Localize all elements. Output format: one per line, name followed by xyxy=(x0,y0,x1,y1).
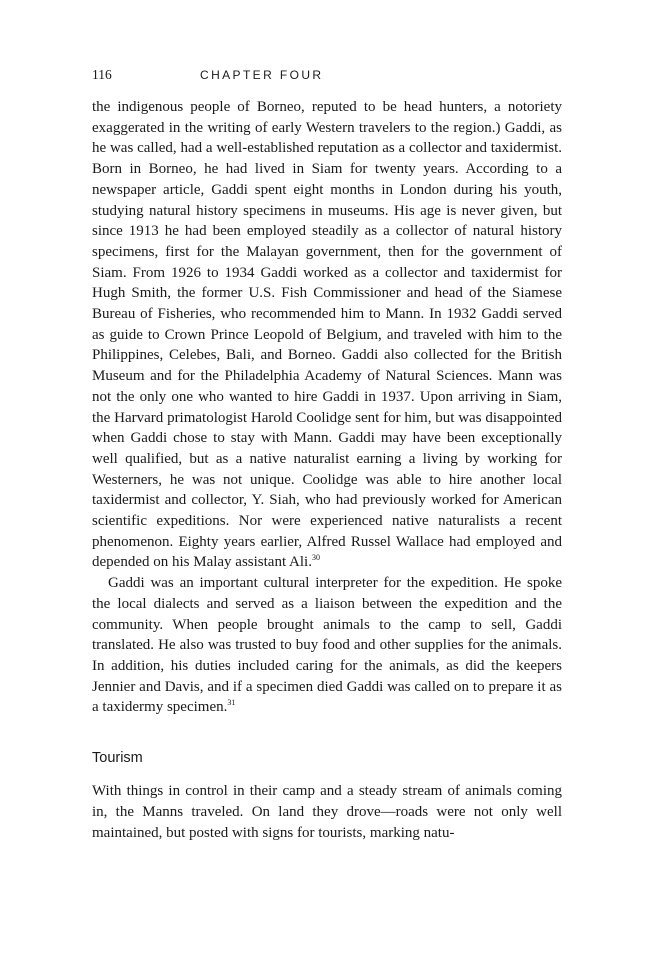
paragraph xyxy=(92,573,562,718)
paragraph-text: Gaddi was an important cultural interpreter for the expedition. He spoke the local dialects and served as a liaison between the expedition and the community. When people brought animals to the camp to sell, Gaddi translated. He also was trusted to buy food and other supplies for the animals. In addition, his duties included caring for the animals, as did the keepers Jennier and Davis, and if a specimen died Gaddi was called on to prepare it as a taxidermy specimen. xyxy=(92,575,562,716)
paragraph xyxy=(92,97,562,573)
endnote-marker[interactable]: 30 xyxy=(311,553,320,563)
chapter-title: CHAPTER FOUR xyxy=(200,68,324,82)
section-heading: Tourism xyxy=(92,750,143,767)
paragraph xyxy=(92,781,562,843)
page-number: 116 xyxy=(92,67,112,82)
endnote-marker[interactable]: 31 xyxy=(227,698,236,708)
paragraph-text: With things in control in their camp and a steady stream of animals coming in, the Manns traveled. On land they drove—roads were not only well maintained, but posted with signs for tourists, marking natu- xyxy=(92,783,562,841)
body-text xyxy=(92,97,562,843)
paragraph-text: the indigenous people of Borneo, reputed to be head hunters, a notoriety exaggerated in the writing of early Western travelers to the region.) Gaddi, as he was called, had a well-established reputation as a collector and taxidermist. Born in Borneo, he had lived in Siam for twenty years. According to a newspaper article, Gaddi spent eight months in London during his youth, studying natural history specimens in museums. His age is never given, but since 1913 he had been employed steadily as a collector of natural history specimens, first for the Malayan government, then for the government of Siam. From 1926 to 1934 Gaddi worked as a collector and taxidermist for Hugh Smith, the former U.S. Fish Commissioner and head of the Siamese Bureau of Fisheries, who recommended him to Mann. In 1932 Gaddi served as guide to Crown Prince Leopold of Belgium, and traveled with him to the Philippines, Celebes, Bali, and Borneo. Gaddi also collected for the British Museum and for the Philadelphia Academy of Natural Sciences. Mann was not the only one who wanted to hire Gaddi in 1937. Upon arriving in Siam, the Harvard primatologist Harold Coolidge sent for him, but was disappointed when Gaddi chose to stay with Mann. Gaddi may have been exceptionally well qualified, but as a native naturalist earning a living by working for Westerners, he was not unique. Coolidge was able to hire another local taxidermist and collector, Y. Siah, who had previously worked for American scientific expeditions. Nor were experienced native naturalists a recent phenomenon. Eighty years earlier, Alfred Russel Wallace had employed and depended on his Malay assistant Ali. xyxy=(92,99,562,571)
